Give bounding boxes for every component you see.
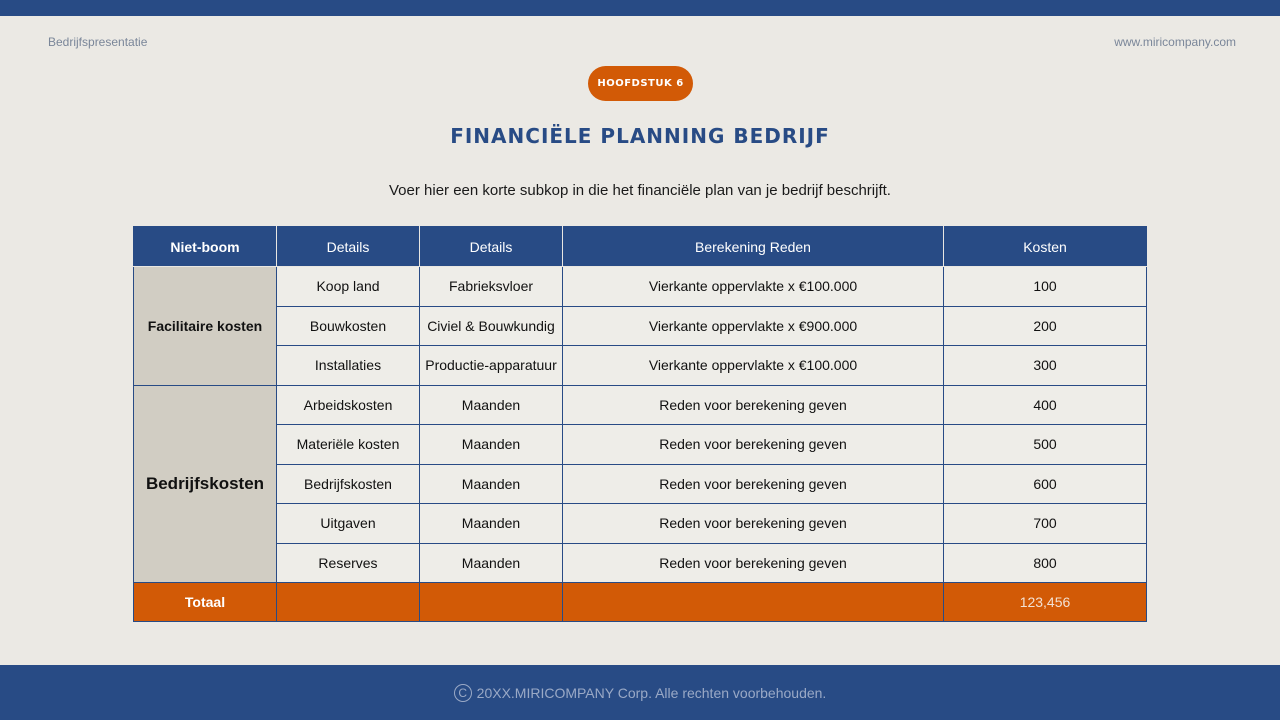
total-empty-cell [420, 583, 563, 622]
cell-calculation: Vierkante oppervlakte x €900.000 [563, 306, 944, 346]
total-label: Totaal [134, 583, 277, 622]
top-bar [0, 0, 1280, 16]
cell-calculation: Reden voor berekening geven [563, 543, 944, 583]
header-cell-calculation: Berekening Reden [563, 227, 944, 267]
cell-item: Materiële kosten [277, 425, 420, 465]
table-row [134, 385, 1147, 425]
table-row [134, 346, 1147, 386]
cell-cost: 400 [944, 385, 1147, 425]
cell-item: Uitgaven [277, 504, 420, 544]
table-row [134, 306, 1147, 346]
table-row [134, 464, 1147, 504]
cell-detail: Maanden [420, 464, 563, 504]
chapter-badge: HOOFDSTUK 6 [588, 66, 693, 101]
cell-calculation: Vierkante oppervlakte x €100.000 [563, 346, 944, 386]
table-row [134, 425, 1147, 465]
total-row [134, 583, 1147, 622]
page-subtitle: Voer hier een korte subkop in die het financiële plan van je bedrijf beschrijft. [389, 182, 891, 199]
cell-calculation: Vierkante oppervlakte x €100.000 [563, 267, 944, 307]
table-header-row [134, 227, 1147, 267]
page-title: FINANCIËLE PLANNING BEDRIJF [450, 124, 830, 148]
copyright-icon: C [454, 684, 472, 702]
header-cell-costs: Kosten [944, 227, 1147, 267]
cell-detail: Civiel & Bouwkundig [420, 306, 563, 346]
total-empty-cell [563, 583, 944, 622]
total-value: 123,456 [944, 583, 1147, 622]
header-cell-details-2: Details [420, 227, 563, 267]
cell-calculation: Reden voor berekening geven [563, 504, 944, 544]
cell-item: Arbeidskosten [277, 385, 420, 425]
cell-item: Koop land [277, 267, 420, 307]
header-cell-category: Niet-boom [134, 227, 277, 267]
cell-item: Bouwkosten [277, 306, 420, 346]
header-cell-details: Details [277, 227, 420, 267]
cell-detail: Fabrieksvloer [420, 267, 563, 307]
cell-cost: 500 [944, 425, 1147, 465]
cell-detail: Maanden [420, 543, 563, 583]
cell-cost: 700 [944, 504, 1147, 544]
cell-detail: Productie-apparatuur [420, 346, 563, 386]
cell-cost: 800 [944, 543, 1147, 583]
group-label-facility: Facilitaire kosten [134, 267, 277, 386]
table-row [134, 267, 1147, 307]
cell-item: Installaties [277, 346, 420, 386]
group-label-business: Bedrijfskosten [134, 385, 277, 583]
cell-cost: 300 [944, 346, 1147, 386]
cell-calculation: Reden voor berekening geven [563, 464, 944, 504]
cell-detail: Maanden [420, 425, 563, 465]
cell-detail: Maanden [420, 385, 563, 425]
cell-calculation: Reden voor berekening geven [563, 425, 944, 465]
cell-item: Reserves [277, 543, 420, 583]
table-row [134, 504, 1147, 544]
cell-detail: Maanden [420, 504, 563, 544]
table-row [134, 543, 1147, 583]
website-link[interactable]: www.miricompany.com [1114, 35, 1236, 49]
financial-table [133, 226, 1147, 622]
cell-calculation: Reden voor berekening geven [563, 385, 944, 425]
presentation-label: Bedrijfspresentatie [48, 35, 148, 49]
footer-text: 20XX.MIRICOMPANY Corp. Alle rechten voorbehouden. [476, 684, 827, 701]
footer [0, 665, 1280, 720]
cell-cost: 200 [944, 306, 1147, 346]
cell-item: Bedrijfskosten [277, 464, 420, 504]
total-empty-cell [277, 583, 420, 622]
cell-cost: 600 [944, 464, 1147, 504]
cell-cost: 100 [944, 267, 1147, 307]
